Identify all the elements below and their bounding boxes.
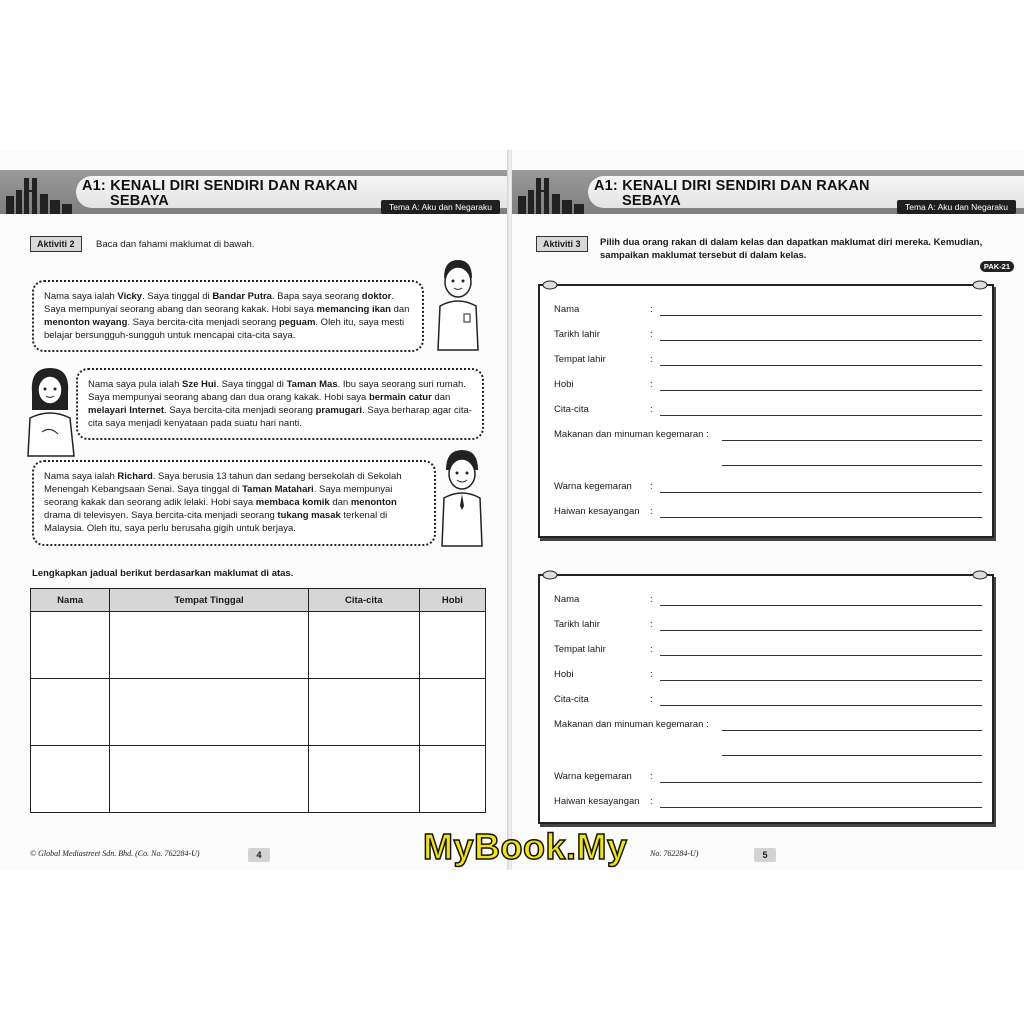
answer-line[interactable] — [660, 630, 982, 631]
table-cell[interactable] — [31, 746, 110, 813]
form-field[interactable] — [554, 329, 982, 343]
form-field[interactable] — [554, 771, 982, 785]
keyword-text: bermain catur — [368, 392, 432, 403]
answer-line[interactable] — [660, 340, 982, 341]
skyline-icon — [4, 172, 74, 214]
field-colon: : — [650, 329, 653, 340]
answer-line[interactable] — [722, 730, 982, 731]
table-row — [31, 679, 486, 746]
form-field[interactable] — [554, 404, 982, 418]
field-label: Tempat lahir — [554, 354, 606, 365]
bubble-text: dan — [329, 497, 351, 508]
form-field[interactable] — [554, 644, 982, 658]
table-cell[interactable] — [31, 612, 110, 679]
field-colon: : — [650, 404, 653, 415]
answer-line[interactable] — [660, 680, 982, 681]
keyword-text: tukang masak — [277, 510, 341, 521]
field-colon: : — [650, 771, 653, 782]
field-colon: : — [650, 594, 653, 605]
answer-line[interactable] — [660, 807, 982, 808]
field-label: Cita-cita — [554, 694, 589, 705]
table-row — [31, 746, 486, 813]
field-label: Cita-cita — [554, 404, 589, 415]
field-label: Warna kegemaran — [554, 481, 632, 492]
answer-line[interactable] — [660, 782, 982, 783]
keyword-text: Vicky — [117, 291, 143, 302]
chapter-title: A1: KENALI DIRI SENDIRI DAN RAKAN SEBAYA — [82, 178, 358, 209]
field-label: Makanan dan minuman kegemaran : — [554, 429, 709, 440]
keyword-text: Bandar Putra — [212, 291, 272, 302]
speech-bubble-sze-hui — [76, 368, 484, 440]
table-cell[interactable] — [31, 679, 110, 746]
form-field[interactable] — [554, 354, 982, 368]
answer-line-extra[interactable] — [722, 755, 982, 756]
keyword-text: Sze Hui — [182, 379, 217, 390]
answer-line-extra[interactable] — [722, 465, 982, 466]
keyword-text: pramugari — [315, 405, 363, 416]
keyword-text: Taman Mas — [286, 379, 338, 390]
activity-label: Aktiviti 2 — [30, 236, 82, 252]
bubble-text: drama di televisyen. Saya bercita-cita menjadi seorang — [44, 510, 278, 521]
field-colon: : — [650, 669, 653, 680]
boy-richard-icon — [432, 446, 492, 550]
table-cell[interactable] — [308, 612, 419, 679]
field-label: Haiwan kesayangan — [554, 506, 640, 517]
keyword-text: melayari Internet — [88, 405, 165, 416]
answer-line[interactable] — [660, 365, 982, 366]
pak21-badge: PAK-21 — [980, 261, 1014, 272]
field-label: Tempat lahir — [554, 644, 606, 655]
keyword-text: doktor — [361, 291, 392, 302]
keyword-text: peguam — [278, 317, 316, 328]
left-page — [0, 150, 508, 870]
info-table — [30, 588, 486, 813]
answer-line[interactable] — [660, 517, 982, 518]
answer-line[interactable] — [660, 315, 982, 316]
form-field[interactable] — [554, 669, 982, 683]
bubble-text: . Saya bercita-cita menjadi seorang — [164, 405, 316, 416]
bubble-text: . Saya bercita-cita menjadi seorang — [127, 317, 279, 328]
activity-label: Aktiviti 3 — [536, 236, 588, 252]
table-cell[interactable] — [308, 679, 419, 746]
field-colon: : — [650, 481, 653, 492]
girl-sze-hui-icon — [22, 362, 80, 458]
table-cell[interactable] — [419, 679, 485, 746]
theme-tag: Tema A: Aku dan Negaraku — [897, 200, 1016, 214]
field-colon: : — [650, 304, 653, 315]
right-page — [512, 150, 1024, 870]
field-colon: : — [650, 694, 653, 705]
speech-bubble-richard — [32, 460, 436, 546]
field-label: Haiwan kesayangan — [554, 796, 640, 807]
table-cell[interactable] — [110, 612, 308, 679]
answer-line[interactable] — [660, 705, 982, 706]
field-colon: : — [650, 644, 653, 655]
field-colon: : — [650, 619, 653, 630]
field-label: Nama — [554, 594, 580, 605]
bubble-text: . Saya tinggal di — [216, 379, 287, 390]
pin-icon — [972, 280, 988, 290]
bubble-text: . Saya berharap agar cita-cita saya menjadi kenyataan pada suatu hari nanti. — [88, 405, 472, 429]
field-colon: : — [650, 354, 653, 365]
chapter-banner — [512, 170, 1024, 214]
keyword-text: Taman Matahari — [242, 484, 314, 495]
pin-icon — [972, 570, 988, 580]
field-label: Hobi — [554, 379, 574, 390]
answer-line[interactable] — [660, 390, 982, 391]
field-label: Nama — [554, 304, 580, 315]
page-number: 4 — [248, 848, 270, 862]
form-field[interactable] — [554, 506, 982, 520]
speech-bubble-vicky — [32, 280, 424, 352]
activity-instruction: Pilih dua orang rakan di dalam kelas dan dapatkan maklumat diri mereka. Kemudian, sampaikan maklumat tersebut di dalam kelas. — [600, 237, 983, 261]
answer-line[interactable] — [660, 605, 982, 606]
keyword-text: menonton — [350, 497, 397, 508]
answer-line[interactable] — [660, 492, 982, 493]
table-row — [31, 612, 486, 679]
boy-vicky-icon — [428, 256, 488, 352]
form-field[interactable] — [554, 796, 982, 810]
form-field[interactable] — [554, 719, 982, 733]
friend-info-card-2 — [538, 574, 994, 824]
bubble-text: Nama saya pula ialah — [88, 379, 182, 390]
field-label: Tarikh lahir — [554, 619, 600, 630]
field-label: Tarikh lahir — [554, 329, 600, 340]
form-field[interactable] — [554, 429, 982, 443]
bubble-text: Nama saya ialah — [44, 291, 118, 302]
table-header-row — [31, 589, 486, 612]
keyword-text: Richard — [117, 471, 153, 482]
answer-line[interactable] — [660, 415, 982, 416]
table-cell[interactable] — [419, 746, 485, 813]
keyword-text: memancing ikan — [316, 304, 391, 315]
field-colon: : — [650, 796, 653, 807]
skyline-icon — [516, 172, 586, 214]
bubble-text: Nama saya ialah — [44, 471, 118, 482]
answer-line[interactable] — [722, 440, 982, 441]
bubble-text: . Bapa saya seorang — [271, 291, 362, 302]
form-field[interactable] — [554, 304, 982, 318]
keyword-text: menonton wayang — [44, 317, 128, 328]
bubble-text: . Saya berusia 13 tahun dan sedang bersekolah di Sekolah Menengah Kebangsaan Senai. Saya tinggal di — [44, 471, 402, 495]
keyword-text: membaca komik — [255, 497, 330, 508]
page-number: 5 — [754, 848, 776, 862]
bubble-text: dan — [390, 304, 410, 315]
table-cell[interactable] — [110, 679, 308, 746]
field-label: Warna kegemaran — [554, 771, 632, 782]
friend-info-card-1 — [538, 284, 994, 538]
bubble-text: terkenal di Malaysia. Oleh itu, saya perlu berusaha gigih untuk berjaya. — [44, 510, 388, 534]
bubble-text: . Saya mempunyai seorang kakak dan seorang adik lelaki. Hobi saya — [44, 484, 393, 508]
table-cell[interactable] — [419, 612, 485, 679]
column-header: Tempat Tinggal — [110, 589, 308, 612]
field-label: Hobi — [554, 669, 574, 680]
copyright-footer: © Global Mediastreet Sdn. Bhd. (Co. No. 762284-U) — [30, 849, 200, 858]
bubble-text: dan — [431, 392, 451, 403]
column-header: Cita-cita — [308, 589, 419, 612]
pin-icon — [542, 570, 558, 580]
pin-icon — [542, 280, 558, 290]
chapter-banner — [0, 170, 508, 214]
bubble-text: . Saya mempunyai seorang abang dan seorang kakak. Hobi saya — [44, 291, 394, 315]
bubble-text: . Ibu saya seorang suri rumah. Saya mempunyai seorang abang dan dua orang kakak. Hobi saya — [88, 379, 466, 403]
table-cell[interactable] — [308, 746, 419, 813]
table-cell[interactable] — [110, 746, 308, 813]
copyright-footer: No. 762284-U) — [650, 849, 699, 858]
chapter-title: A1: KENALI DIRI SENDIRI DAN RAKAN SEBAYA — [594, 178, 870, 209]
field-label: Makanan dan minuman kegemaran : — [554, 719, 709, 730]
bubble-text: . Oleh itu, saya mesti belajar bersungguh-sungguh untuk mencapai cita-cita saya. — [44, 317, 405, 341]
field-colon: : — [650, 506, 653, 517]
activity-instruction: Baca dan fahami maklumat di bawah. — [96, 239, 255, 250]
form-field[interactable] — [554, 481, 982, 495]
form-field[interactable] — [554, 694, 982, 708]
form-field[interactable] — [554, 379, 982, 393]
bubble-text: . Saya tinggal di — [142, 291, 213, 302]
answer-line[interactable] — [660, 655, 982, 656]
column-header: Nama — [31, 589, 110, 612]
table-heading: Lengkapkan jadual berikut berdasarkan maklumat di atas. — [32, 568, 294, 579]
watermark: MyBook.My — [423, 826, 628, 867]
form-field[interactable] — [554, 619, 982, 633]
form-field[interactable] — [554, 594, 982, 608]
field-colon: : — [650, 379, 653, 390]
theme-tag: Tema A: Aku dan Negaraku — [381, 200, 500, 214]
column-header: Hobi — [419, 589, 485, 612]
